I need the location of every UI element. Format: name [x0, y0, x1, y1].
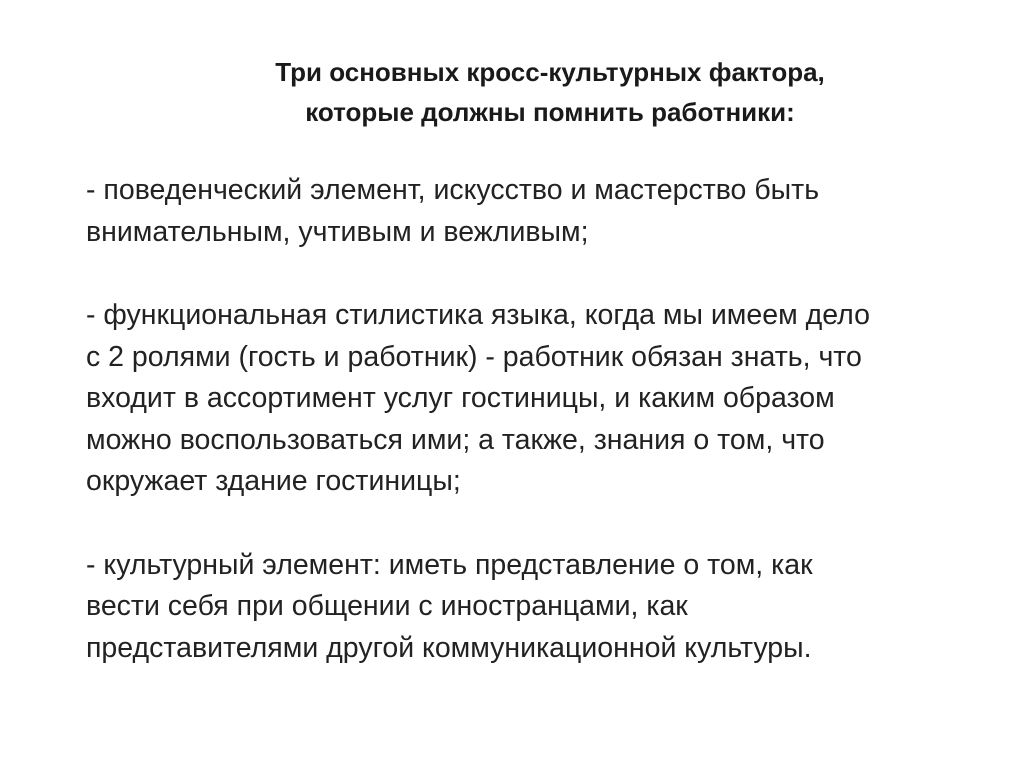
bullet-line: окружает здание гостиницы; — [86, 465, 461, 497]
bullet-line: входит в ассортимент услуг гостиницы, и каким образом — [86, 382, 835, 414]
bullet-line: вести себя при общении с иностранцами, как — [86, 590, 688, 622]
slide-title — [200, 52, 900, 132]
bullet-line: с 2 ролями (гость и работник) - работник обязан знать, что — [86, 340, 862, 373]
bullet-line: - культурный элемент: иметь представление о том, как — [86, 548, 813, 581]
slide-body — [86, 170, 986, 711]
bullet-line: представителями другой коммуникационной культуры. — [86, 631, 812, 664]
bullet-line: - поведенческий элемент, искусство и мастерство быть — [86, 174, 820, 206]
bullet-line: внимательным, учтивым и вежливым; — [86, 215, 589, 248]
slide-title-line: которые должны помнить работники: — [305, 97, 795, 127]
bullet-behavioral — [86, 170, 986, 253]
slide-title-line: Три основных кросс-культурных фактора, — [275, 57, 825, 87]
bullet-line: - функциональная стилистика языка, когда мы имеем дело — [86, 299, 870, 331]
bullet-line: можно воспользоваться ими; а также, знания о том, что — [86, 423, 825, 456]
bullet-cultural — [86, 545, 986, 670]
bullet-functional — [86, 295, 986, 503]
